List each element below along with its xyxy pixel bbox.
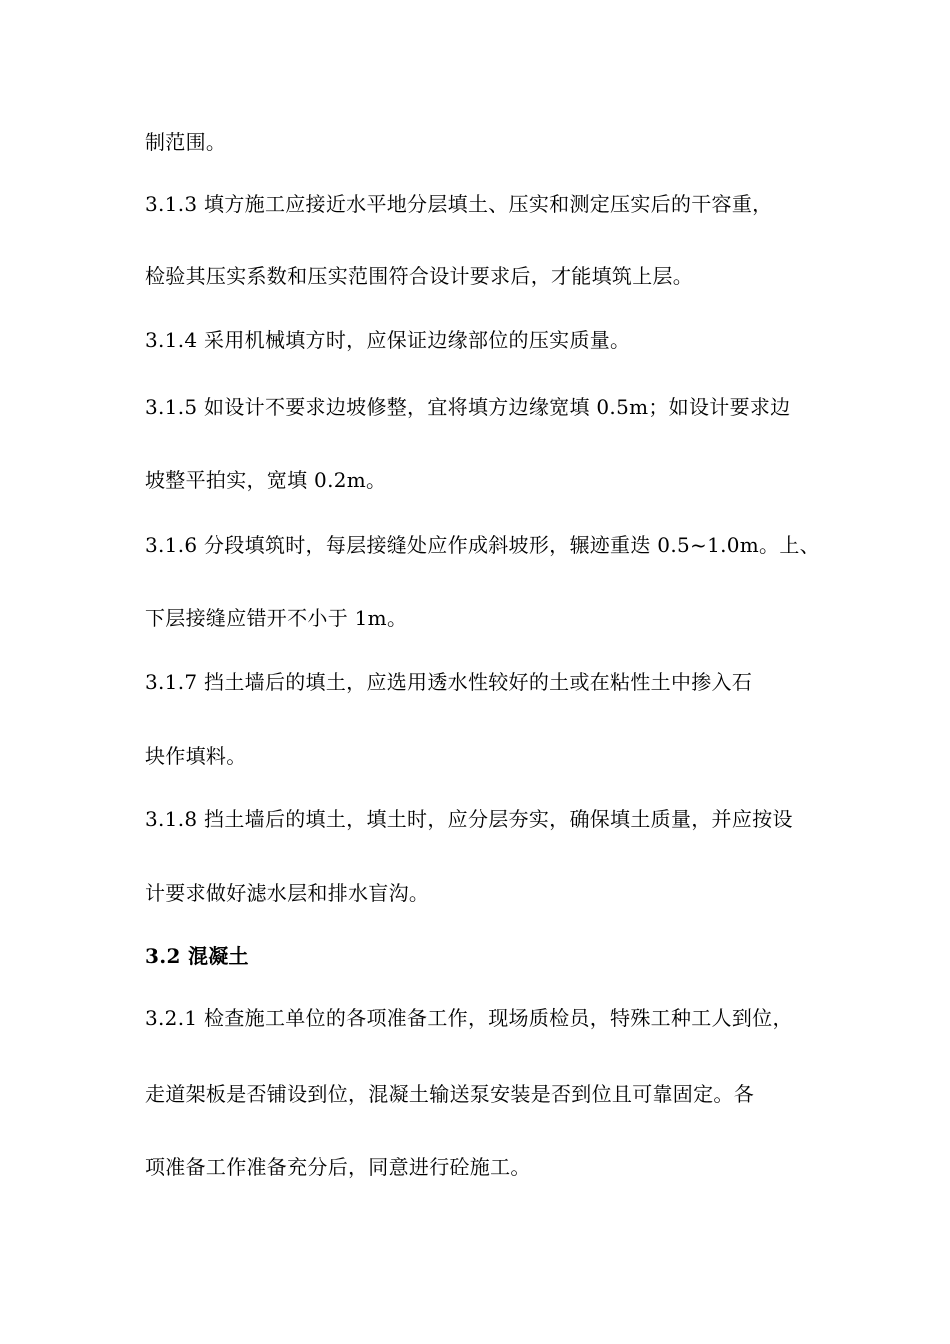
clause-3-1-8-line-2: 计要求做好滤水层和排水盲沟。 bbox=[145, 881, 430, 905]
clause-3-2-1-line-3: 项准备工作准备充分后，同意进行砼施工。 bbox=[145, 1155, 531, 1179]
clause-3-1-6-line-1: 3.1.6 分段填筑时，每层接缝处应作成斜坡形，辗迹重迭 0.5~1.0m。上、 bbox=[145, 533, 820, 557]
clause-3-1-4: 3.1.4 采用机械填方时，应保证边缘部位的压实质量。 bbox=[145, 328, 631, 352]
clause-3-1-8-line-1: 3.1.8 挡土墙后的填土，填土时，应分层夯实，确保填土质量，并应按设 bbox=[145, 807, 793, 831]
clause-3-1-5-line-2: 坡整平拍实，宽填 0.2m。 bbox=[145, 468, 387, 492]
clause-3-1-7-line-2: 块作填料。 bbox=[145, 744, 247, 768]
clause-3-1-7-line-1: 3.1.7 挡土墙后的填土，应选用透水性较好的土或在粘性土中掺入石 bbox=[145, 670, 753, 694]
clause-3-1-3-line-2: 检验其压实系数和压实范围符合设计要求后，才能填筑上层。 bbox=[145, 264, 694, 288]
clause-3-1-5-line-1: 3.1.5 如设计不要求边坡修整，宜将填方边缘宽填 0.5m；如设计要求边 bbox=[145, 395, 791, 419]
clause-3-1-6-line-2: 下层接缝应错开不小于 1m。 bbox=[145, 606, 408, 630]
clause-3-2-1-line-1: 3.2.1 检查施工单位的各项准备工作，现场质检员，特殊工种工人到位， bbox=[145, 1006, 793, 1030]
clause-3-2-1-line-2: 走道架板是否铺设到位，混凝土输送泵安装是否到位且可靠固定。各 bbox=[145, 1082, 754, 1106]
text-line-scope-end: 制范围。 bbox=[145, 130, 227, 154]
section-heading-3-2: 3.2 混凝土 bbox=[145, 944, 249, 968]
clause-3-1-3-line-1: 3.1.3 填方施工应接近水平地分层填土、压实和测定压实后的干容重， bbox=[145, 192, 773, 216]
